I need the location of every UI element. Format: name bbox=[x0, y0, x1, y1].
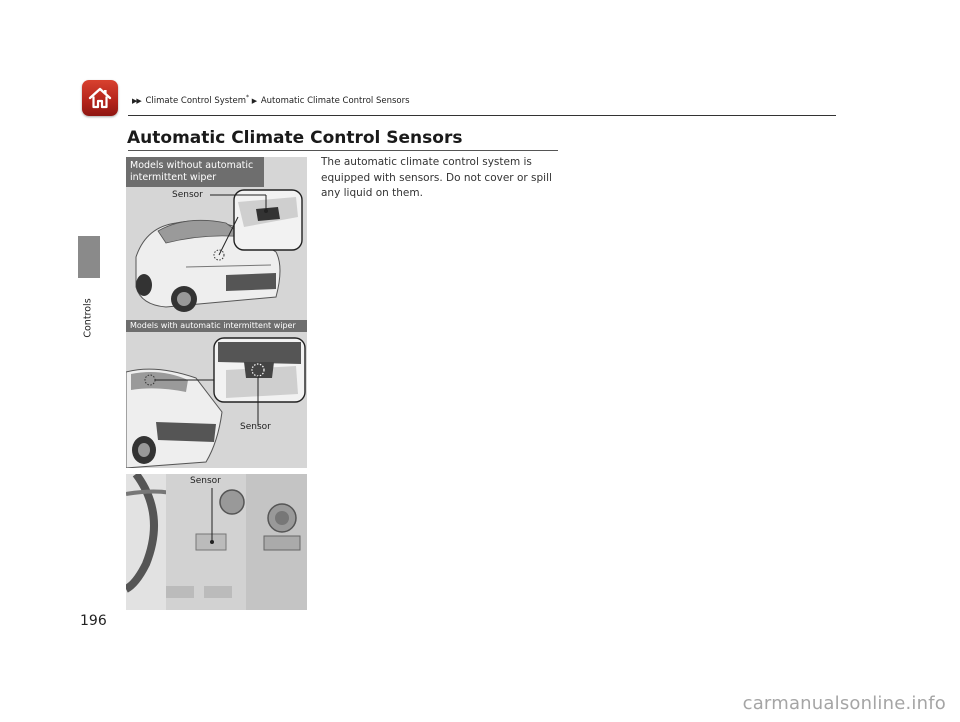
home-button[interactable] bbox=[82, 80, 118, 116]
sensor-label: Sensor bbox=[172, 190, 203, 200]
breadcrumb-arrow-icon: ▶▶ bbox=[132, 96, 141, 105]
page-number: 196 bbox=[80, 613, 107, 629]
illustration-windshield-sensor bbox=[126, 332, 307, 468]
side-tab-marker bbox=[78, 236, 100, 278]
breadcrumb-link-climate[interactable]: Climate Control System bbox=[145, 95, 247, 106]
caption-without-auto-wiper: Models without automatic intermittent wiper bbox=[126, 157, 264, 187]
illustration-exterior-sensor bbox=[126, 157, 307, 332]
body-paragraph: The automatic climate control system is equipped with sensors. Do not cover or spill any liquid on them. bbox=[321, 156, 552, 199]
breadcrumb-current: Automatic Climate Control Sensors bbox=[260, 95, 410, 106]
dashboard-interior-illustration bbox=[126, 474, 307, 610]
sensor-label: Sensor bbox=[190, 476, 221, 486]
sensor-label: Sensor bbox=[240, 422, 271, 432]
illustration-interior-sensor bbox=[126, 474, 307, 610]
header-divider bbox=[128, 115, 836, 116]
page-title: Automatic Climate Control Sensors bbox=[127, 128, 463, 148]
breadcrumb bbox=[132, 94, 410, 106]
breadcrumb-asterisk: * bbox=[246, 94, 250, 101]
side-section-label: Controls bbox=[82, 298, 94, 338]
home-icon bbox=[87, 85, 113, 111]
car-windshield-illustration bbox=[126, 332, 307, 468]
caption-with-auto-wiper: Models with automatic intermittent wiper bbox=[126, 320, 307, 332]
footer-watermark[interactable]: carmanualsonline.info bbox=[742, 693, 946, 714]
breadcrumb-arrow-icon: ▶ bbox=[251, 96, 257, 105]
title-divider bbox=[128, 150, 558, 151]
